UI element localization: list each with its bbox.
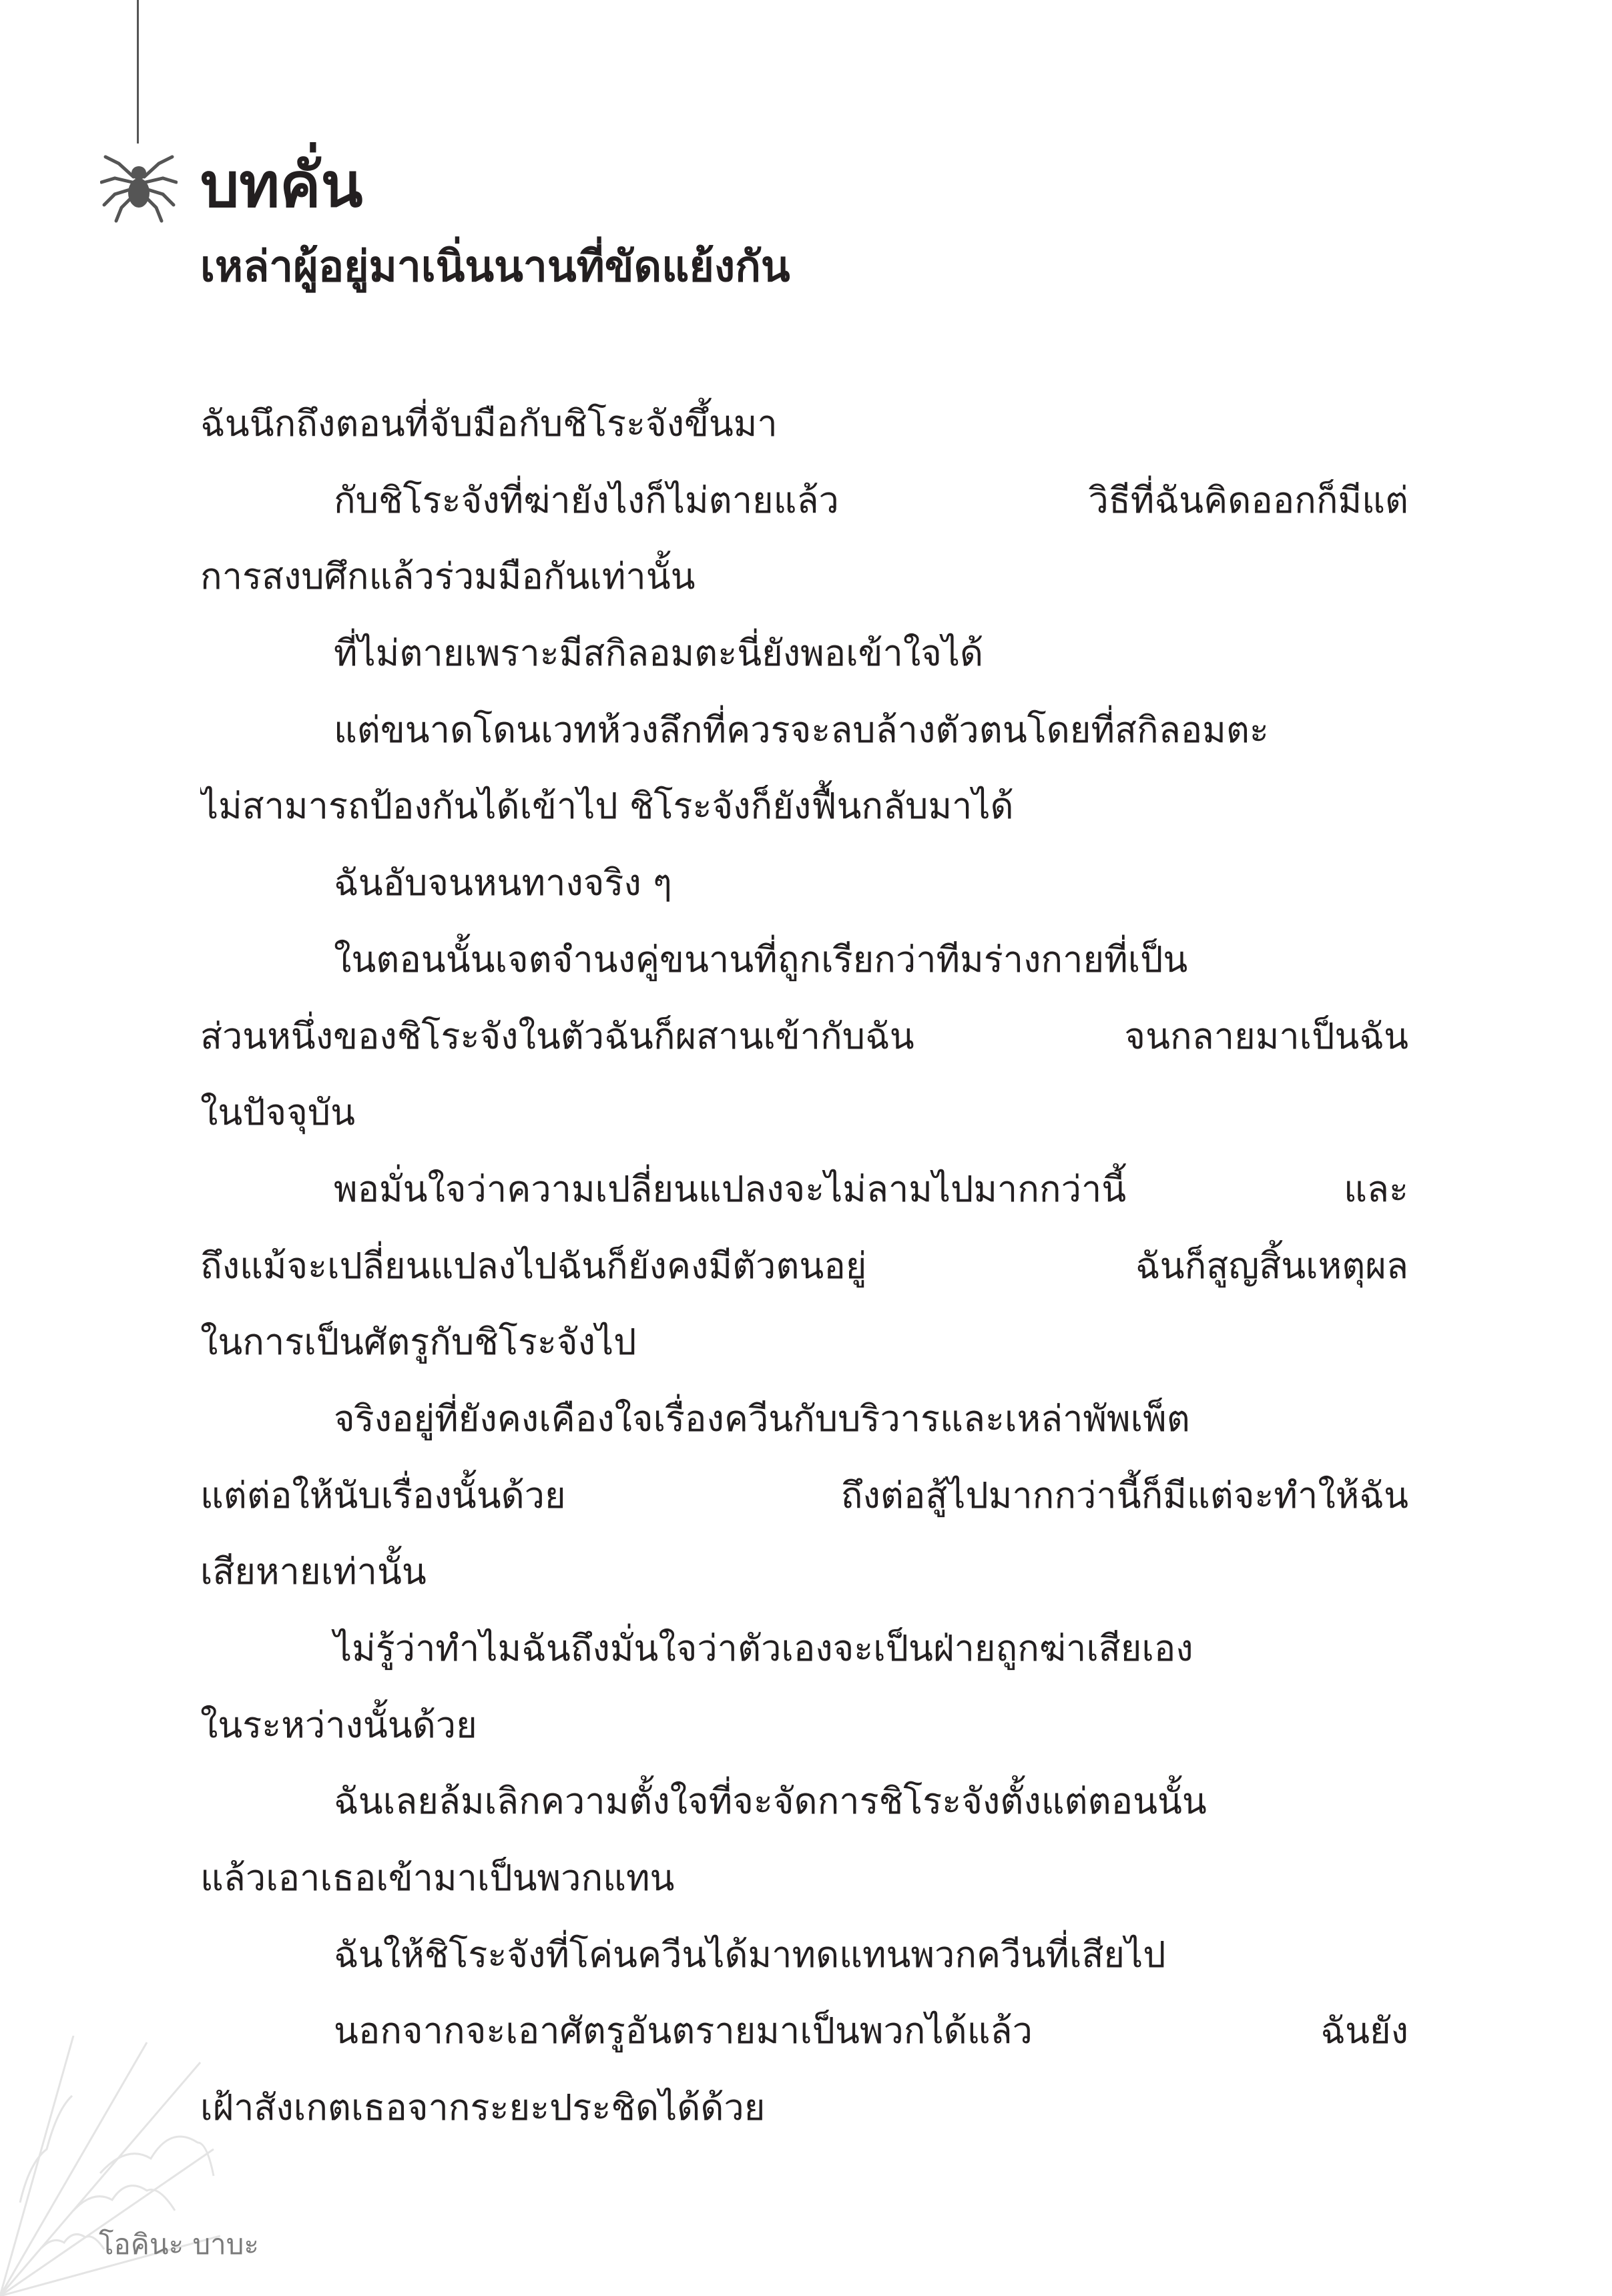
body-line: นอกจากจะเอาศัตรูอันตรายมาเป็นพวกได้แล้ว ฉันยัง (334, 2010, 1408, 2052)
body-line: แต่ขนาดโดนเวทห้วงลึกที่ควรจะลบล้างตัวตนโดยที่สกิลอมตะ (334, 708, 1269, 751)
body-line: ในปัจจุบัน (200, 1091, 356, 1134)
body-line: ในตอนนั้นเจตจำนงคู่ขนานที่ถูกเรียกว่าทีมร่างกายที่เป็น (334, 938, 1188, 980)
body-line: พอมั่นใจว่าความเปลี่ยนแปลงจะไม่ลามไปมากกว่านี้ และ (334, 1167, 1408, 1210)
spider-icon (100, 144, 178, 226)
body-line: จริงอยู่ที่ยังคงเคืองใจเรื่องควีนกับบริวารและเหล่าพัพเพ็ต (334, 1397, 1190, 1440)
spider-thread (137, 0, 139, 144)
chapter-title: เหล่าผู้อยู่มาเนิ่นนานที่ขัดแย้งกัน (200, 242, 790, 292)
body-line: ฉันอับจนหนทางจริง ๆ (334, 862, 672, 904)
body-line: ในระหว่างนั้นด้วย (200, 1703, 477, 1746)
body-line: เฝ้าสังเกตเธอจากระยะประชิดได้ด้วย (200, 2086, 766, 2129)
body-line: กับชิโระจังที่ฆ่ายังไงก็ไม่ตายแล้ว วิธีที่ฉันคิดออกก็มีแต่ (334, 479, 1408, 521)
body-line: ที่ไม่ตายเพราะมีสกิลอมตะนี่ยังพอเข้าใจได้ (334, 632, 984, 675)
body-line: เสียหายเท่านั้น (200, 1550, 427, 1593)
body-line: ฉันให้ชิโระจังที่โค่นควีนได้มาทดแทนพวกควีนที่เสียไป (334, 1933, 1166, 1976)
body-line: ฉันเลยล้มเลิกความตั้งใจที่จะจัดการชิโระจังตั้งแต่ตอนนั้น (334, 1780, 1207, 1823)
body-line: แล้วเอาเธอเข้ามาเป็นพวกแทน (200, 1857, 675, 1900)
body-line: ส่วนหนึ่งของชิโระจังในตัวฉันก็ผสานเข้ากับฉัน จนกลายมาเป็นฉัน (200, 1015, 1408, 1057)
body-line: ไม่สามารถป้องกันได้เข้าไป ชิโระจังก็ยังฟื้นกลับมาได้ (200, 785, 1014, 828)
body-line: ไม่รู้ว่าทำไมฉันถึงมั่นใจว่าตัวเองจะเป็นฝ่ายถูกฆ่าเสียเอง (334, 1627, 1193, 1669)
body-line: ในการเป็นศัตรูกับชิโระจังไป (200, 1321, 637, 1364)
chapter-label: บทคั่น (200, 150, 363, 221)
body-line: ถึงแม้จะเปลี่ยนแปลงไปฉันก็ยังคงมีตัวตนอยู่ ฉันก็สูญสิ้นเหตุผล (200, 1244, 1408, 1287)
body-line: การสงบศึกแล้วร่วมมือกันเท่านั้น (200, 555, 696, 598)
body-text (200, 386, 1408, 2146)
body-line: ฉันนึกถึงตอนที่จับมือกับชิโระจังขึ้นมา (200, 402, 778, 445)
body-line: แต่ต่อให้นับเรื่องนั้นด้วย ถึงต่อสู้ไปมากกว่านี้ก็มีแต่จะทำให้ฉัน (200, 1474, 1408, 1516)
author-name: โอคินะ บาบะ (99, 2228, 259, 2261)
